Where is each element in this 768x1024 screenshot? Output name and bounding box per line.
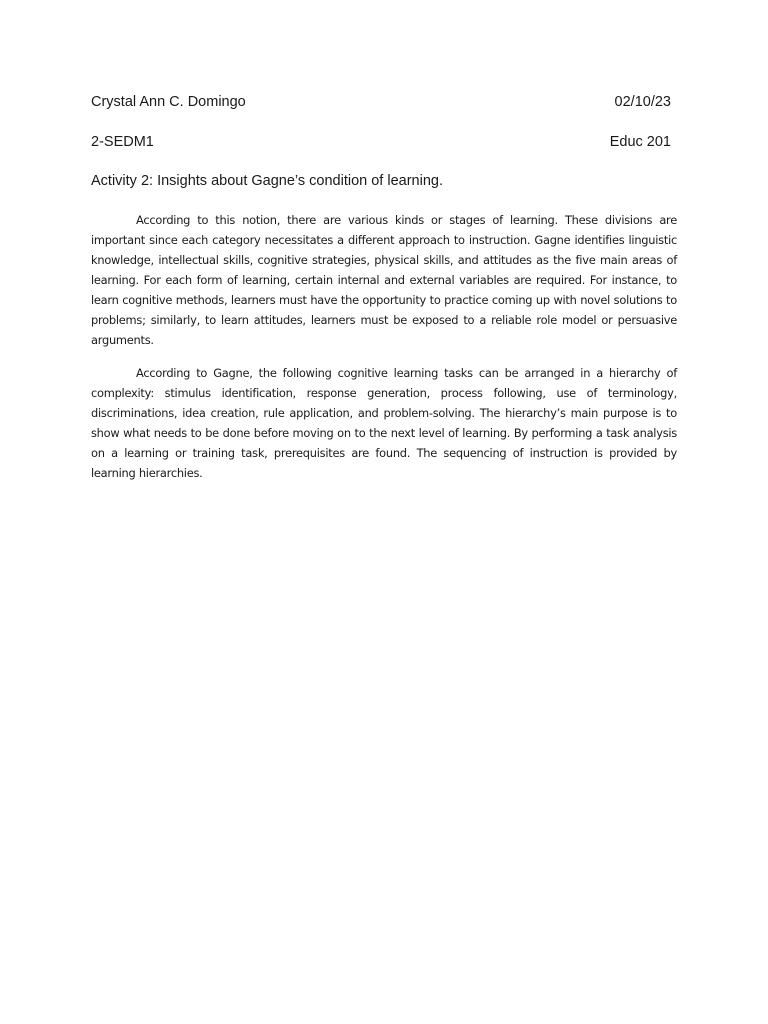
submission-date: 02/10/23 (614, 94, 671, 110)
paragraph-1: According to this notion, there are various kinds or stages of learning. These divisions are important since each category necessitates a different approach to instruction. Gagne identifies linguistic knowledge, intellectual skills, cognitive strategies, physical skills, and attitudes as the five main areas of learning. For each form of learning, certain internal and external variables are required. For instance, to learn cognitive methods, learners must have the opportunity to practice coming up with novel solutions to problems; similarly, to learn attitudes, learners must be exposed to a reliable role model or persuasive arguments. (91, 213, 677, 347)
student-section: 2-SEDM1 (91, 134, 154, 150)
student-name: Crystal Ann C. Domingo (91, 94, 246, 110)
header-row-1 (91, 93, 671, 111)
course-code: Educ 201 (609, 134, 671, 150)
activity-title: Activity 2: Insights about Gagne’s condition of learning. (91, 173, 443, 189)
paragraph-2: According to Gagne, the following cognitive learning tasks can be arranged in a hierarchy of complexity: stimulus identification, response generation, process following, use of terminology, discriminations, idea creation, rule application, and problem-solving. The hierarchy’s main purpose is to show what needs to be done before moving on to the next level of learning. By performing a task analysis on a learning or training task, prerequisites are found. The sequencing of instruction is provided by learning hierarchies. (91, 366, 677, 480)
header-row-2 (91, 133, 671, 151)
